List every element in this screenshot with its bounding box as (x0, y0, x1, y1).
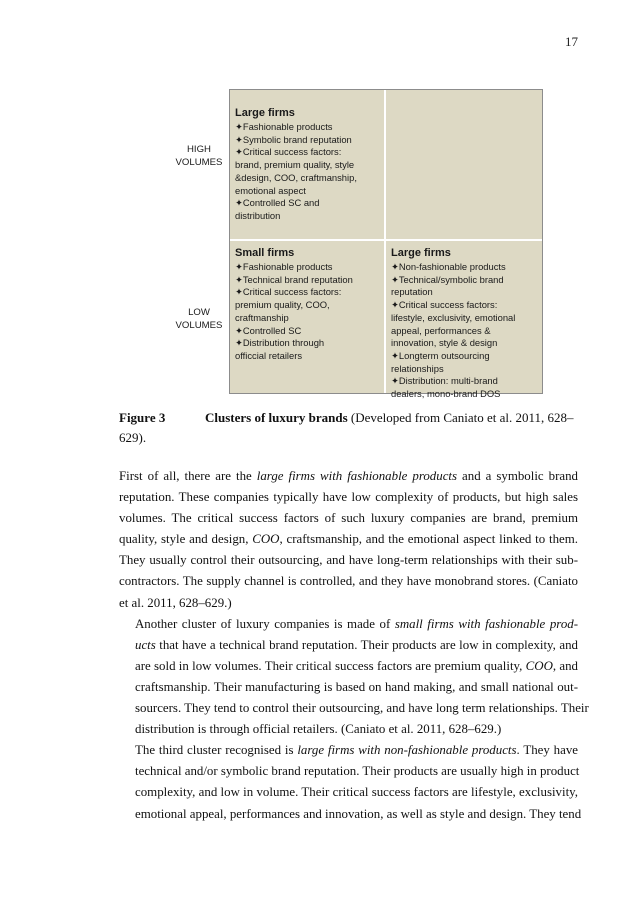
emphasis: small firms with fashionable prod- (394, 616, 578, 631)
figure-source: (Developed from Caniato et al. 2011, 628– (350, 410, 574, 425)
cell-line: ✦Distribution: multi-brand (391, 375, 498, 387)
cell-title: Large firms (235, 107, 295, 119)
paragraph (119, 614, 589, 741)
cell-line: ✦Controlled SC and (235, 197, 320, 209)
text-line: technical and/or symbolic brand reputation. Their products are usually high in product (135, 764, 580, 779)
cell-line: relationships (391, 362, 444, 374)
cell-line: ✦Critical success factors: (391, 299, 498, 311)
emphasis: COO (525, 658, 553, 673)
text-line: sourcers. They tend to control their outsourcing, and have long term relationships. Their (135, 701, 589, 716)
cell-line: craftmanship (235, 311, 289, 323)
matrix-divider-horizontal (230, 239, 542, 241)
text-line: They usually control their outsourcing, and have long-term relationships with their sub- (119, 553, 578, 568)
cell-line: ✦Critical success factors: (235, 146, 342, 158)
cell-bullets (235, 121, 381, 223)
paragraph (119, 466, 578, 614)
text-line: The third cluster recognised is large firms with non-fashionable products. They have (135, 743, 578, 758)
cell-small-firms-fashionable (235, 247, 381, 363)
cell-line: lifestyle, exclusivity, emotional (391, 311, 516, 323)
text-line: et al. 2011, 628–629.) (119, 595, 232, 610)
figure-source-cont: 629). (119, 430, 147, 445)
cell-bullets (391, 261, 541, 401)
cell-line: ✦Technical/symbolic brand (391, 273, 504, 285)
cell-bullets (235, 261, 381, 363)
cell-line: ✦Fashionable products (235, 121, 333, 132)
text-line: Another cluster of luxury companies is made of small firms with fashionable prod- (135, 616, 578, 631)
text-line: emotional appeal, performances and innovation, as well as style and design. They tend (135, 806, 582, 821)
cell-line: ✦Technical brand reputation (235, 273, 353, 285)
body-text (119, 466, 589, 825)
cell-line: ✦Controlled SC (235, 324, 302, 336)
page-number: 17 (565, 34, 578, 49)
text-line: craftsmanship. Their manufacturing is based on hand making, and small national out- (135, 679, 578, 694)
figure-title: Clusters of luxury brands (205, 410, 348, 425)
brand-cluster-matrix (229, 89, 543, 400)
emphasis: large firms with fashionable products (256, 469, 458, 483)
cell-line: dealers, mono-brand DOS (391, 388, 501, 400)
text-line: quality, style and design, COO, craftsmanship, and the emotional aspect linked to them. (119, 532, 578, 547)
paragraph (119, 740, 582, 824)
cell-large-firms-non-fashionable (391, 247, 541, 401)
cell-line: officcial retailers (235, 349, 303, 361)
cell-line: ✦Distribution through (235, 337, 325, 349)
text-line: distribution is through official retailers. (Caniato et al. 2011, 628–629.) (135, 722, 502, 737)
text-line: contractors. The supply channel is controlled, and they have monobrand stores. (Caniato (119, 574, 578, 589)
cell-title: Small firms (235, 247, 295, 259)
emphasis: ucts (135, 637, 156, 652)
cell-line: appeal, performances & (391, 324, 491, 336)
text-line: are sold in low volumes. Their critical success factors are premium quality, COO, and (135, 658, 579, 673)
figure-caption (119, 408, 577, 448)
matrix-divider-vertical (384, 90, 386, 393)
text-line: ucts that have a technical brand reputation. Their products are low in complexity, and (135, 637, 578, 652)
cell-line: ✦Longterm outsourcing (391, 349, 490, 361)
text-line: volumes. The critical success factors of such luxury companies are brand, premium (119, 511, 578, 526)
cell-line: ✦Symbolic brand reputation (235, 133, 352, 145)
cell-line: reputation (391, 286, 433, 298)
axis-label-low-volumes: LOW VOLUMES (175, 307, 223, 331)
cell-line: premium quality, COO, (235, 299, 330, 311)
cell-line: &design, COO, craftmanship, (235, 171, 357, 183)
cell-line: distribution (235, 209, 281, 221)
cell-line: ✦Non-fashionable products (391, 261, 506, 272)
cell-line: brand, premium quality, style (235, 159, 355, 171)
text-line: First of all, there are the large firms with fashionable products and a symbolic brand (119, 469, 578, 483)
cell-line: ✦Fashionable products (235, 261, 333, 272)
text-line: reputation. These companies typically have low complexity of products, but high sales (119, 490, 578, 505)
cell-line: ✦Critical success factors: (235, 286, 342, 298)
figure-number: Figure 3 (119, 410, 166, 425)
cell-line: innovation, style & design (391, 337, 498, 349)
axis-label-high-volumes: HIGH VOLUMES (175, 144, 223, 168)
emphasis: large firms with non-fashionable products (297, 743, 517, 758)
text-line: complexity, and low in volume. Their critical success factors are lifestyle, exclusivity, (135, 785, 578, 800)
emphasis: COO (252, 532, 280, 547)
cell-title: Large firms (391, 247, 451, 259)
cell-large-firms-fashionable (235, 107, 381, 223)
cell-line: emotional aspect (235, 184, 306, 196)
